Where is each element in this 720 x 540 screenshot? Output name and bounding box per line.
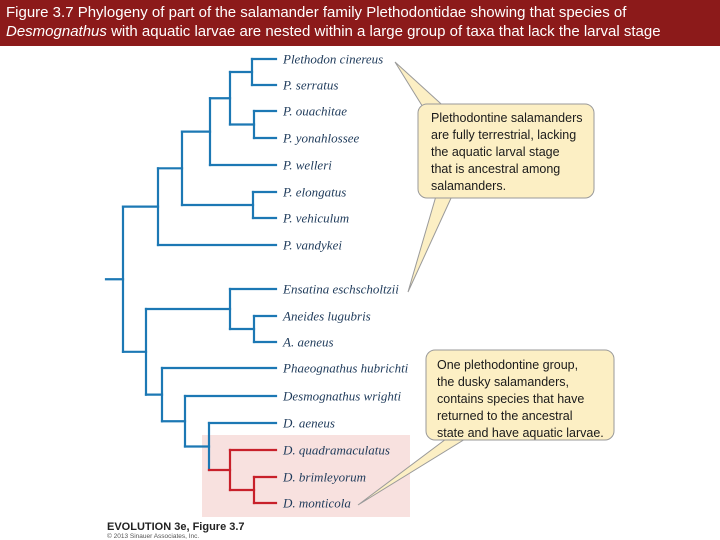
taxon-label: D. aeneus (283, 415, 335, 431)
caption-line-1: Figure 3.7 Phylogeny of part of the salamander family Plethodontidae showing that species of (6, 4, 627, 21)
taxon-label: P. vehiculum (283, 210, 350, 226)
taxon-label: Desmognathus wrighti (283, 388, 402, 404)
terrestrial-callout-line: are fully terrestrial, lacking (431, 128, 577, 142)
taxon-label: D. monticola (283, 495, 351, 511)
caption-genus: Desmognathus (6, 23, 107, 40)
taxon-label: P. yonahlossee (283, 130, 360, 146)
figure-copyright: © 2013 Sinauer Associates, Inc. (107, 533, 200, 540)
terrestrial-callout-line: that is ancestral among (431, 162, 561, 176)
taxon-label: D. quadramaculatus (283, 442, 390, 458)
taxon-label: P. ouachitae (283, 103, 348, 119)
taxon-label: D. brimleyorum (283, 469, 367, 485)
taxon-label: Ensatina eschscholtzii (283, 281, 399, 297)
taxon-label: A. aeneus (283, 334, 334, 350)
taxon-label: P. elongatus (283, 184, 347, 200)
terrestrial-callout-line: salamanders. (431, 179, 507, 193)
terrestrial-callout-line: the aquatic larval stage (431, 145, 560, 159)
terrestrial-callout (395, 62, 594, 292)
aquatic-callout-line: contains species that have (437, 392, 585, 406)
aquatic-callout-line: returned to the ancestral (437, 409, 573, 423)
taxon-label: P. welleri (283, 157, 332, 173)
aquatic-callout-line: the dusky salamanders, (437, 375, 570, 389)
taxon-label: Plethodon cinereus (283, 51, 384, 67)
taxon-labels (282, 52, 409, 511)
caption-line-2-rest: with aquatic larvae are nested within a large group of taxa that lack the larval stage (106, 23, 661, 40)
terrestrial-callout-line: Plethodontine salamanders (431, 111, 583, 125)
taxon-label: P. vandykei (283, 237, 342, 253)
terrestrial-callout-pointer-lower (408, 196, 452, 292)
taxon-label: Aneides lugubris (283, 308, 371, 324)
taxon-label: Phaeognathus hubrichti (283, 360, 409, 376)
aquatic-callout-line: One plethodontine group, (437, 358, 579, 372)
taxon-label: P. serratus (283, 77, 339, 93)
aquatic-callout-line: state and have aquatic larvae. (437, 426, 604, 440)
figure-source: EVOLUTION 3e, Figure 3.7 (107, 521, 245, 533)
